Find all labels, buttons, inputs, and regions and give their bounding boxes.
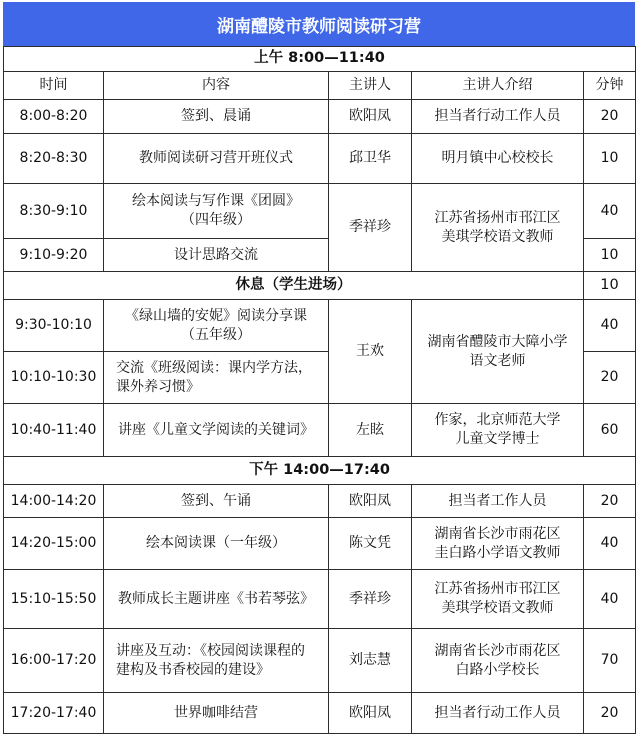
table-row: [4, 693, 636, 734]
speaker-cell: 王欢: [329, 300, 412, 404]
time-cell: 17:20-17:40: [4, 693, 104, 734]
time-cell: 10:10-10:30: [4, 352, 104, 404]
table-row: [4, 184, 636, 239]
page-title: 湖南醴陵市教师阅读研习营: [3, 2, 635, 46]
table-row: [4, 100, 636, 134]
minutes-cell: 70: [584, 629, 636, 693]
intro-line-2: 语文老师: [469, 352, 526, 369]
col-header-minutes: 分钟: [584, 72, 636, 100]
intro-line-2: 美琪学校语文教师: [441, 600, 554, 616]
minutes-cell: 10: [584, 134, 636, 184]
intro-cell: [412, 300, 584, 404]
break-label: 休息（学生进场）: [4, 272, 584, 300]
col-header-content: 内容: [104, 72, 329, 100]
speaker-cell: 季祥珍: [329, 184, 412, 272]
content-cell: [104, 184, 329, 239]
intro-cell: 担当者行动工作人员: [412, 100, 584, 134]
minutes-cell: 20: [584, 100, 636, 134]
intro-cell: 明月镇中心校校长: [412, 134, 584, 184]
table-row: [4, 485, 636, 518]
content-cell: 绘本阅读课（一年级）: [104, 518, 329, 570]
col-header-speaker: 主讲人: [329, 72, 412, 100]
content-cell: 签到、午诵: [104, 485, 329, 518]
intro-line-1: 湖南省长沙市雨花区: [434, 525, 561, 542]
speaker-cell: 欧阳凤: [329, 100, 412, 134]
table-row: [4, 404, 636, 457]
intro-cell: [412, 404, 584, 457]
content-line-1: 交流《班级阅读：课内学方法，: [116, 359, 312, 376]
minutes-cell: 20: [584, 352, 636, 404]
content-cell: 教师成长主题讲座《书若琴弦》: [104, 570, 329, 629]
minutes-cell: 10: [584, 239, 636, 272]
minutes-cell: 60: [584, 404, 636, 457]
content-cell: [104, 300, 329, 352]
morning-header-text: 上午 8:00—11:40: [4, 47, 636, 72]
intro-cell: [412, 629, 584, 693]
minutes-cell: 40: [584, 518, 636, 570]
col-header-intro: 主讲人介绍: [412, 72, 584, 100]
time-cell: 14:00-14:20: [4, 485, 104, 518]
intro-line-2: 白路小学校长: [455, 661, 540, 678]
intro-line-1: 江苏省扬州市邗江区: [434, 209, 561, 226]
content-cell: 讲座《儿童文学阅读的关键词》: [104, 404, 329, 457]
intro-cell: 担当者工作人员: [412, 485, 584, 518]
table-row: [4, 629, 636, 693]
time-cell: 8:20-8:30: [4, 134, 104, 184]
content-line-2: 课外养习惯》: [116, 378, 200, 395]
time-cell: 14:20-15:00: [4, 518, 104, 570]
table-row: [4, 134, 636, 184]
intro-line-2: 儿童文学博士: [455, 431, 540, 447]
content-cell: 设计思路交流: [104, 239, 329, 272]
morning-section-header: [4, 47, 636, 72]
intro-line-1: 湖南省醴陵市大障小学: [427, 333, 568, 350]
minutes-cell: 40: [584, 300, 636, 352]
content-line-1: 讲座及互动：《校园阅读课程的: [116, 642, 305, 659]
content-line-1: 《绿山墙的安妮》阅读分享课: [125, 307, 307, 324]
intro-cell: [412, 184, 584, 272]
minutes-cell: 40: [584, 184, 636, 239]
minutes-cell: 40: [584, 570, 636, 629]
speaker-cell: 刘志慧: [329, 629, 412, 693]
speaker-cell: 欧阳凤: [329, 485, 412, 518]
intro-line-1: 江苏省扬州市邗江区: [434, 581, 561, 598]
minutes-cell: 20: [584, 485, 636, 518]
content-cell: [104, 352, 329, 404]
column-header-row: [4, 72, 636, 100]
intro-cell: 担当者行动工作人员: [412, 693, 584, 734]
table-row: [4, 518, 636, 570]
content-line-1: 绘本阅读与写作课《团圆》: [132, 193, 300, 210]
speaker-cell: 左眩: [329, 404, 412, 457]
intro-line-1: 湖南省长沙市雨花区: [434, 642, 561, 659]
speaker-cell: 邱卫华: [329, 134, 412, 184]
break-row: [4, 272, 636, 300]
schedule-table: [3, 46, 636, 734]
content-line-2: 建构及书香校园的建设》: [116, 661, 270, 678]
speaker-cell: 季祥珍: [329, 570, 412, 629]
content-cell: [104, 629, 329, 693]
speaker-cell: 陈文凭: [329, 518, 412, 570]
time-cell: 10:40-11:40: [4, 404, 104, 457]
intro-cell: [412, 518, 584, 570]
content-line-2: （五年级）: [181, 326, 251, 343]
content-line-2: （四年级）: [181, 212, 251, 228]
afternoon-section-header: [4, 457, 636, 485]
intro-line-2: 美琪学校语文教师: [441, 228, 554, 245]
col-header-time: 时间: [4, 72, 104, 100]
time-cell: 9:30-10:10: [4, 300, 104, 352]
content-cell: 签到、晨诵: [104, 100, 329, 134]
time-cell: 9:10-9:20: [4, 239, 104, 272]
content-cell: 教师阅读研习营开班仪式: [104, 134, 329, 184]
minutes-cell: 20: [584, 693, 636, 734]
speaker-cell: 欧阳凤: [329, 693, 412, 734]
break-minutes: 10: [584, 272, 636, 300]
time-cell: 8:30-9:10: [4, 184, 104, 239]
time-cell: 15:10-15:50: [4, 570, 104, 629]
content-cell: 世界咖啡结营: [104, 693, 329, 734]
intro-cell: [412, 570, 584, 629]
time-cell: 16:00-17:20: [4, 629, 104, 693]
time-cell: 8:00-8:20: [4, 100, 104, 134]
afternoon-header-text: 下午 14:00—17:40: [4, 457, 636, 485]
intro-line-2: 圭白路小学语文教师: [434, 544, 561, 561]
intro-line-1: 作家，北京师范大学: [434, 412, 561, 429]
table-row: [4, 570, 636, 629]
schedule-document: [3, 2, 635, 734]
table-row: [4, 300, 636, 352]
